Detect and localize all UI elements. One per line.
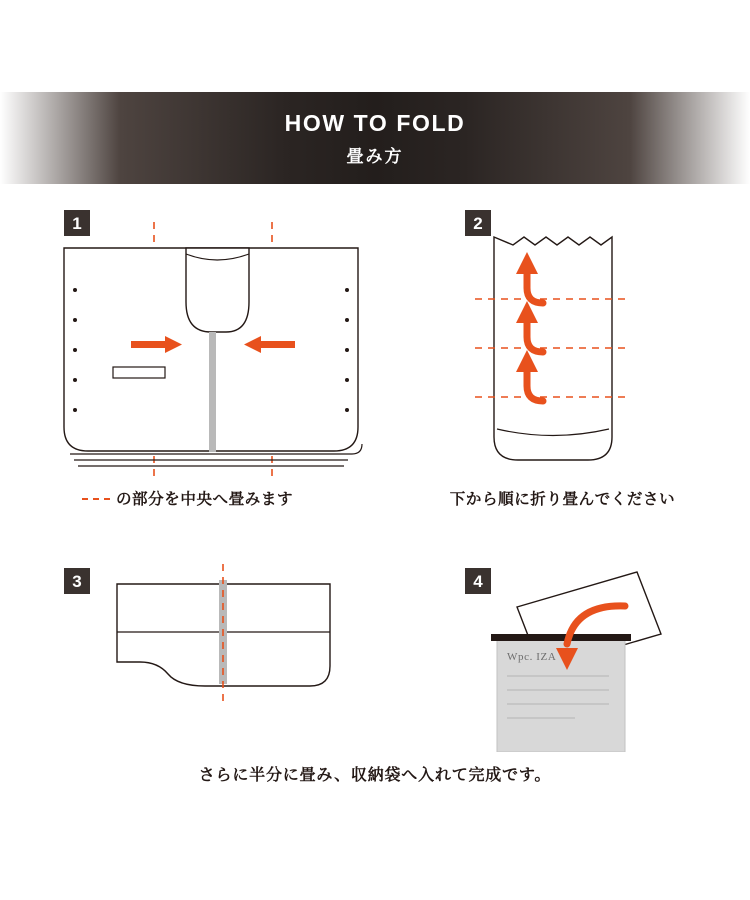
snap-dot — [73, 408, 77, 412]
snap-dot — [73, 378, 77, 382]
step-2-caption — [375, 487, 750, 509]
step-3-number: 3 — [64, 568, 90, 594]
step-2-caption-text: 下から順に折り畳んでください — [449, 491, 676, 508]
snap-dot — [345, 288, 349, 292]
step-1-caption-text: の部分を中央へ畳みます — [115, 491, 294, 508]
snap-dot — [73, 348, 77, 352]
header-banner — [0, 92, 750, 184]
step-4-number: 4 — [465, 568, 491, 594]
step-2-number: 2 — [465, 210, 491, 236]
snap-dot — [345, 318, 349, 322]
center-strip — [209, 332, 216, 452]
step-3-illustration — [0, 552, 375, 752]
reflective-tab — [113, 367, 165, 378]
step-1-caption — [0, 487, 375, 509]
step-1-illustration — [0, 192, 375, 482]
step-2-illustration — [375, 192, 750, 482]
snap-dot — [73, 318, 77, 322]
pouch-opening — [491, 634, 631, 641]
step-1-number: 1 — [64, 210, 90, 236]
dashed-line-legend — [82, 498, 110, 500]
snap-dot — [345, 378, 349, 382]
snap-dot — [73, 288, 77, 292]
page-title-en: HOW TO FOLD — [284, 109, 466, 136]
step-4-illustration — [375, 552, 750, 752]
snap-dot — [345, 348, 349, 352]
snap-dot — [345, 408, 349, 412]
final-caption: さらに半分に畳み、収納袋へ入れて完成です。 — [198, 767, 552, 784]
pouch-label: Wpc. IZA — [507, 651, 557, 663]
page-title-ja: 畳み方 — [346, 146, 404, 166]
